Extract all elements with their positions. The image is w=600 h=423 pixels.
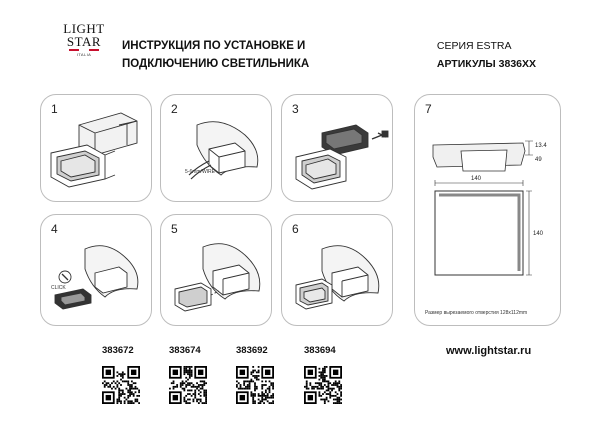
articles-label: АРТИКУЛЫ 3836XX bbox=[436, 58, 536, 70]
step-panel-2 bbox=[160, 94, 272, 202]
article-code: 383674 bbox=[169, 345, 201, 356]
series-label: СЕРИЯ ESTRA bbox=[436, 40, 512, 52]
click-note: CLICK bbox=[51, 285, 66, 291]
step-panel-4 bbox=[40, 214, 152, 326]
qr-code-icon bbox=[169, 366, 207, 404]
step-panel-5 bbox=[160, 214, 272, 326]
article-code: 383694 bbox=[304, 345, 336, 356]
dim-side-a: 13.4 bbox=[535, 143, 547, 149]
step-number: 5 bbox=[171, 222, 178, 236]
step-panel-1 bbox=[40, 94, 152, 202]
step-6-illustration bbox=[282, 215, 393, 326]
logo-line-2: STAR bbox=[66, 34, 102, 49]
cutout-note: Размер вырезаемого отверстия 128x112mm bbox=[425, 310, 528, 316]
step-4-illustration bbox=[41, 215, 152, 326]
step-number: 4 bbox=[51, 222, 58, 236]
brand-logo bbox=[62, 22, 106, 57]
step-number: 2 bbox=[171, 102, 178, 116]
logo-line-1: LIGHT bbox=[63, 21, 105, 36]
document-title bbox=[122, 37, 309, 73]
wire-note: 5-6mm/WIRE bbox=[185, 169, 215, 175]
qr-code-icon bbox=[102, 366, 140, 404]
logo-line-3: ITALIA bbox=[76, 52, 92, 57]
step-number: 6 bbox=[292, 222, 299, 236]
dim-width: 140 bbox=[471, 176, 482, 182]
step-panel-6 bbox=[281, 214, 393, 326]
step-5-illustration bbox=[161, 215, 272, 326]
dim-height: 140 bbox=[533, 231, 544, 237]
step-2-illustration bbox=[161, 95, 272, 202]
website-link[interactable]: www.lightstar.ru bbox=[446, 345, 532, 357]
dim-side-b: 49 bbox=[535, 157, 542, 163]
qr-code-icon bbox=[304, 366, 342, 404]
drawing-panel bbox=[414, 94, 561, 326]
step-number: 1 bbox=[51, 102, 58, 116]
logo-flag bbox=[69, 49, 99, 51]
drawing-number: 7 bbox=[425, 102, 432, 116]
article-code: 383692 bbox=[236, 345, 268, 356]
step-number: 3 bbox=[292, 102, 299, 116]
title-line-2: ПОДКЛЮЧЕНИЮ СВЕТИЛЬНИКА bbox=[122, 58, 310, 70]
title-line-1: ИНСТРУКЦИЯ ПО УСТАНОВКЕ И bbox=[122, 40, 306, 52]
article-code: 383672 bbox=[102, 345, 134, 356]
qr-code-icon bbox=[236, 366, 274, 404]
step-1-illustration bbox=[41, 95, 152, 202]
step-3-illustration bbox=[282, 95, 393, 202]
step-panel-3 bbox=[281, 94, 393, 202]
series-block bbox=[437, 37, 536, 73]
dimension-drawing bbox=[415, 95, 561, 326]
